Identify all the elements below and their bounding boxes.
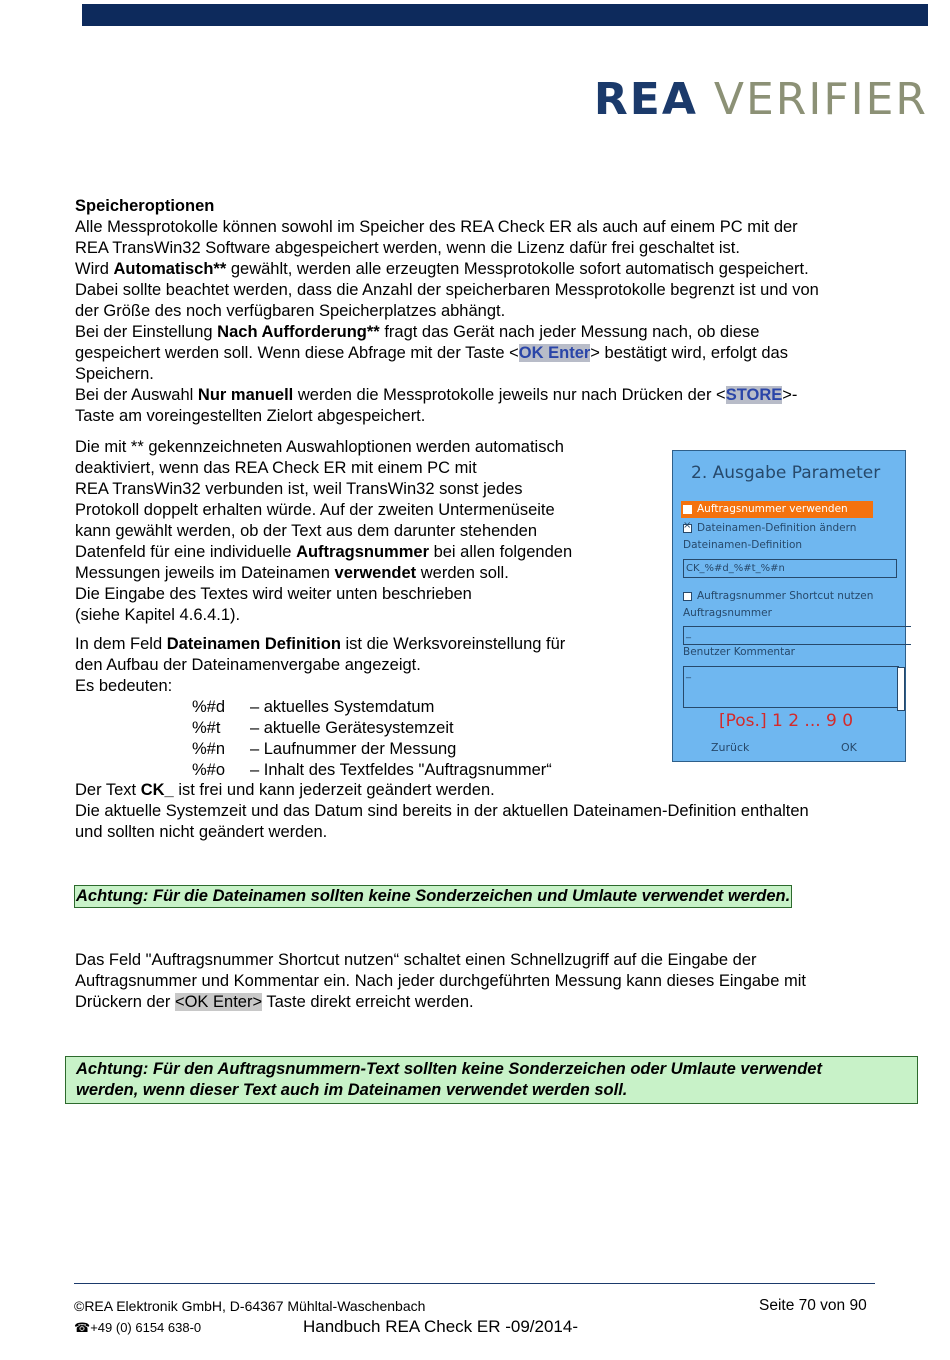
paragraph-line: Auftragsnummer und Kommentar ein. Nach jeder durchgeführten Messung kann dieses Eingabe mit	[75, 972, 806, 990]
device-back-label: Zurück	[711, 741, 750, 754]
footer-handbook-title: Handbuch REA Check ER -09/2014-	[303, 1317, 578, 1336]
paragraph-line: Die aktuelle Systemzeit und das Datum sind bereits in der aktuellen Dateinamen-Definition enthalten	[75, 802, 809, 820]
shortcut-section	[75, 950, 915, 1013]
options-explanation-section	[75, 437, 665, 781]
ok-enter-key: OK Enter	[518, 344, 591, 362]
paragraph-line: Das Feld "Auftragsnummer Shortcut nutzen“ schaltet einen Schnellzugriff auf die Eingabe der	[75, 951, 757, 969]
device-label-filename-definition: Dateinamen-Definition	[683, 539, 803, 551]
rea-verifier-logo: REA VERIFIER	[593, 74, 928, 125]
text-note-section	[75, 780, 915, 843]
paragraph-line: Bei der Einstellung Nach Aufforderung** fragt das Gerät nach jeder Messung nach, ob diese	[75, 323, 760, 341]
device-screen-screenshot	[672, 450, 906, 762]
paragraph-line: Drückern der <OK Enter> Taste direkt erreicht werden.	[75, 993, 474, 1011]
paragraph-line: Messungen jeweils im Dateinamen verwendet werden soll.	[75, 564, 509, 582]
store-key: STORE	[725, 386, 783, 404]
paragraph-line: deaktiviert, wenn das REA Check ER mit einem PC mit	[75, 459, 477, 477]
paragraph-line: Dabei sollte beachtet werden, dass die Anzahl der speicherbaren Messprotokolle begrenzt ist und von	[75, 281, 819, 299]
device-filename-field: CK_%#d_%#t_%#n	[683, 559, 897, 578]
device-label-order-number: Auftragsnummer	[683, 607, 772, 619]
device-order-number-field: _	[683, 626, 911, 645]
phone-icon: ☎	[74, 1320, 91, 1335]
paragraph-line: den Aufbau der Dateinamenvergabe angezeigt.	[75, 656, 421, 674]
paragraph-line: Protokoll doppelt erhalten würde. Auf der zweiten Untermenüseite	[75, 501, 555, 519]
paragraph-line: Speichern.	[75, 365, 154, 383]
paragraph-line: und sollten nicht geändert werden.	[75, 823, 328, 841]
footer-divider	[74, 1283, 875, 1284]
device-label-comment: Benutzer Kommentar	[683, 646, 795, 658]
paragraph-line: REA TransWin32 Software abgespeichert werden, wenn die Lizenz dafür frei geschaltet ist.	[75, 239, 740, 257]
paragraph-line: In dem Feld Dateinamen Definition ist die Werksvoreinstellung für	[75, 635, 566, 653]
footer-page-number: Seite 70 von 90	[759, 1297, 867, 1314]
paragraph-line: kann gewählt werden, ob der Text aus dem darunter stehenden	[75, 522, 537, 540]
device-position-indicator: [Pos.] 1 2 ... 9 0	[719, 711, 854, 731]
ok-enter-key-highlight: <OK Enter>	[174, 993, 263, 1011]
footer-phone: ☎+49 (0) 6154 638-0	[74, 1320, 202, 1335]
paragraph-line: Die mit ** gekennzeichneten Auswahloptionen werden automatisch	[75, 438, 564, 456]
storage-options-section	[75, 196, 915, 427]
device-scrollbar	[897, 667, 905, 711]
definition-row: %#t – aktuelle Gerätesystemzeit	[192, 719, 454, 737]
paragraph-line: Datenfeld für eine individuelle Auftragsnummer bei allen folgenden	[75, 543, 573, 561]
paragraph-line: der Größe des noch verfügbaren Speicherplatzes abhängt.	[75, 302, 506, 320]
paragraph-line: Der Text CK_ ist frei und kann jederzeit geändert werden.	[75, 781, 495, 799]
top-bar	[82, 4, 928, 26]
paragraph-line: Wird Automatisch** gewählt, werden alle erzeugten Messprotokolle sofort automatisch gespeichert.	[75, 260, 809, 278]
section-heading: Speicheroptionen	[75, 197, 215, 215]
definition-row: %#d – aktuelles Systemdatum	[192, 698, 435, 716]
device-screen-title: 2. Ausgabe Parameter	[691, 463, 881, 483]
paragraph-line: gespeichert werden soll. Wenn diese Abfrage mit der Taste <OK Enter> bestätigt wird, erfolgt das	[75, 344, 788, 362]
warning-note-order-number: Achtung: Für den Auftragsnummern-Text sollten keine Sonderzeichen oder Umlaute verwendet werden, wenn dieser Text auch im Dateinamen verwendet werden soll.	[65, 1056, 918, 1104]
paragraph-line: REA TransWin32 verbunden ist, weil TransWin32 sonst jedes	[75, 480, 523, 498]
placeholder-definitions	[192, 697, 665, 781]
footer-copyright: ©REA Elektronik GmbH, D-64367 Mühltal-Waschenbach	[74, 1298, 426, 1314]
paragraph-line: (siehe Kapitel 4.6.4.1).	[75, 606, 241, 624]
definition-row: %#n – Laufnummer der Messung	[192, 740, 457, 758]
paragraph-line: Die Eingabe des Textes wird weiter unten beschrieben	[75, 585, 472, 603]
device-option-shortcut: Auftragsnummer Shortcut nutzen	[683, 590, 873, 602]
device-ok-label: OK	[841, 741, 857, 754]
warning-note-filenames: Achtung: Für die Dateinamen sollten keine Sonderzeichen und Umlaute verwendet werden.	[74, 885, 792, 908]
definition-row: %#o – Inhalt des Textfeldes "Auftragsnummer“	[192, 761, 552, 779]
paragraph-line: Es bedeuten:	[75, 677, 173, 695]
paragraph-line: Alle Messprotokolle können sowohl im Speicher des REA Check ER als auch auf einem PC mit der	[75, 218, 798, 236]
device-option-use-order-number: Auftragsnummer verwenden	[681, 501, 873, 518]
device-option-change-filename: ×Dateinamen-Definition ändern	[683, 522, 856, 534]
device-comment-field: _	[683, 666, 899, 708]
paragraph-line: Taste am voreingestellten Zielort abgespeichert.	[75, 407, 426, 425]
paragraph-line: Bei der Auswahl Nur manuell werden die Messprotokolle jeweils nur nach Drücken der <STORE>-	[75, 386, 798, 404]
